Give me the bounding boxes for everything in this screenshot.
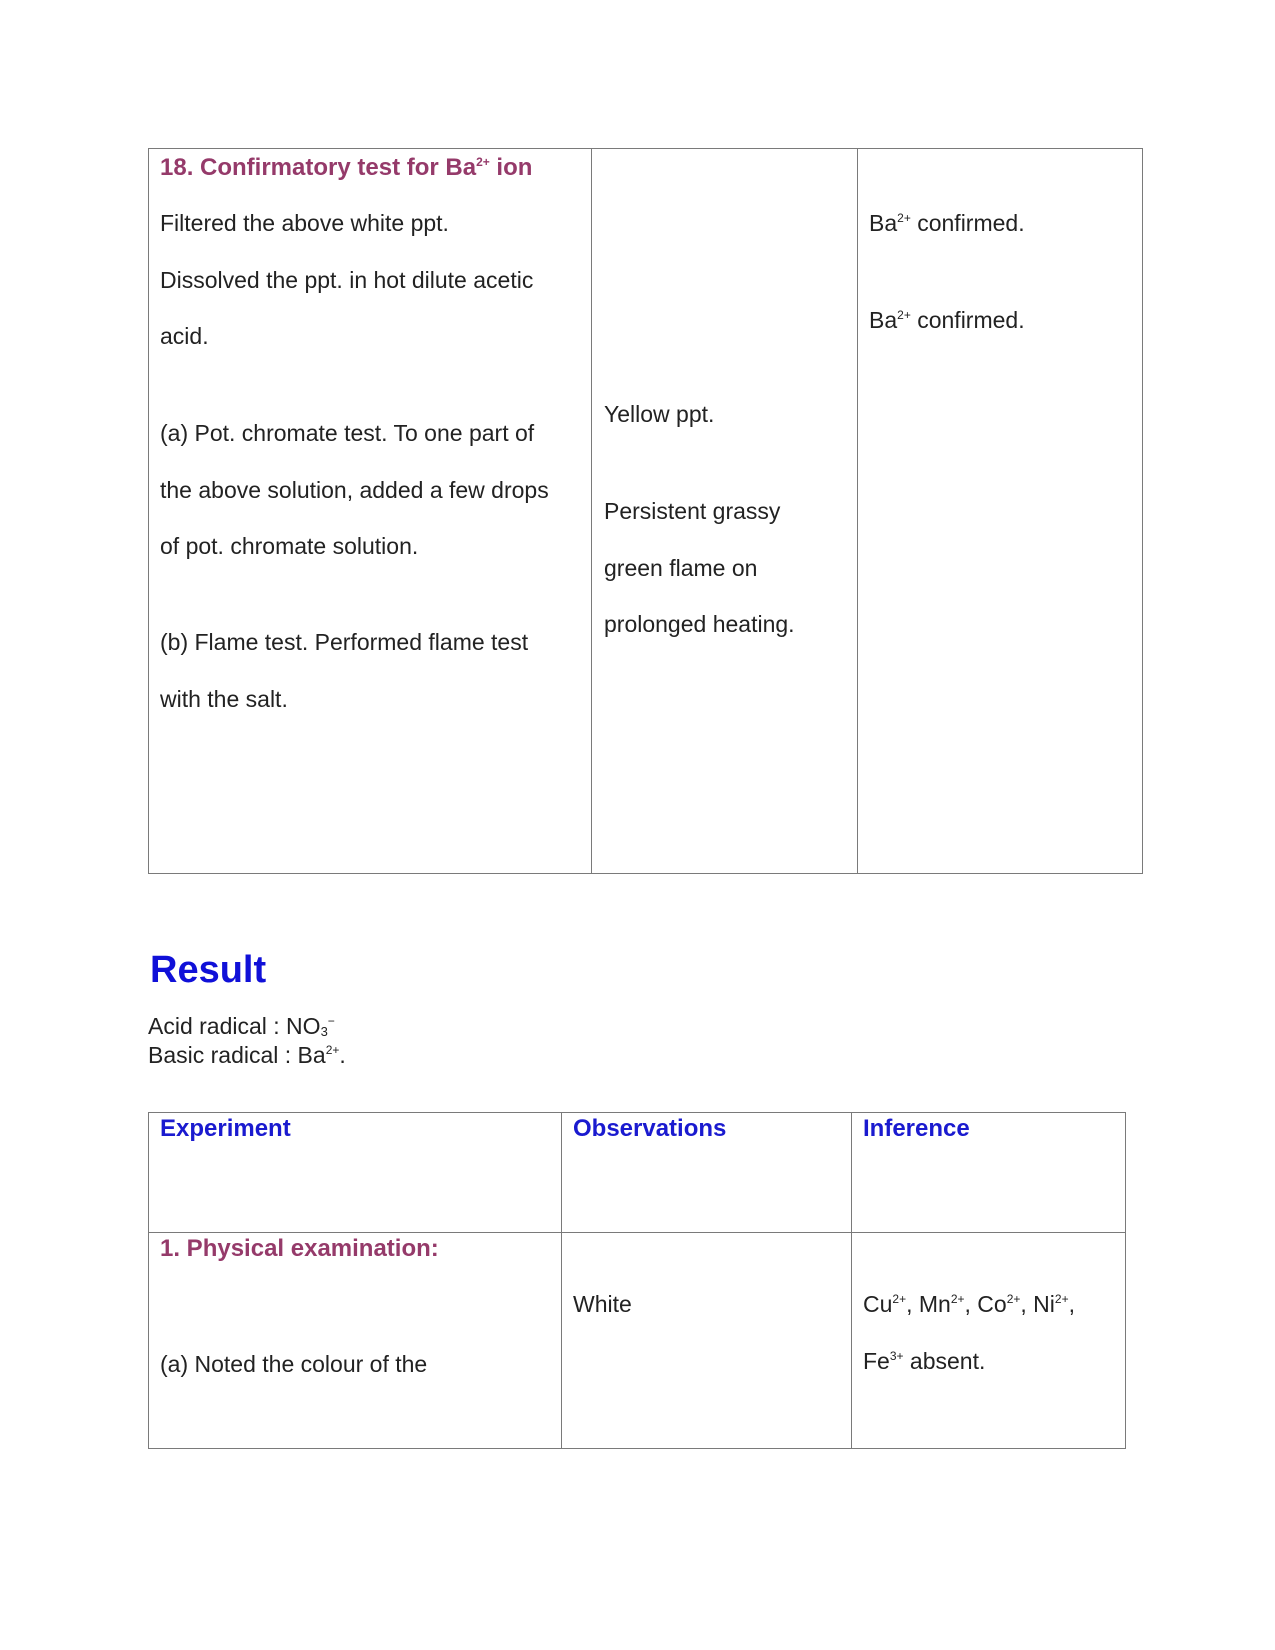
analysis-table [148,1112,1126,1449]
column-divider [591,149,592,873]
observation-line: White [573,1291,632,1317]
header-experiment: Experiment [160,1115,291,1142]
experiment-line: (a) Pot. chromate test. To one part of [160,420,535,446]
basic-radical: Basic radical : $Ba^{2+}$. [148,1042,346,1068]
experiment-line: (a) Noted the colour of the [160,1351,428,1377]
inference-line: $Cu^{2+}$, $Mn^{2+}$, $Co^{2+}$, $Ni^{2+}$, [863,1291,1075,1317]
acid-radical: Acid radical : $NO_3^-$ [148,1013,335,1039]
column-divider [851,1113,852,1448]
inference-line: $Ba^{2+}$ confirmed. [869,307,1025,333]
observation-line: Persistent grassy [604,498,781,524]
experiment-line: Dissolved the ppt. in hot dilute acetic [160,267,534,293]
column-divider [857,149,858,873]
header-inference: Inference [863,1115,970,1142]
physical-examination-heading: 1. Physical examination: [160,1235,439,1262]
experiment-line: acid. [160,323,209,349]
header-observations: Observations [573,1115,727,1142]
experiment-line: with the salt. [160,686,288,712]
inference-line: $Fe^{3+}$ absent. [863,1348,986,1374]
confirmatory-test-table [148,148,1143,874]
observation-line: green flame on [604,555,758,581]
experiment-line: Filtered the above white ppt. [160,210,449,236]
experiment-line: of pot. chromate solution. [160,533,419,559]
test-heading: 18. Confirmatory test for $Ba^{2+}$ ion [160,154,533,181]
inference-line: $Ba^{2+}$ confirmed. [869,210,1025,236]
row-divider [149,1232,1125,1233]
column-divider [561,1113,562,1448]
observation-line: prolonged heating. [604,611,795,637]
experiment-line: (b) Flame test. Performed flame test [160,629,529,655]
observation-line: Yellow ppt. [604,401,715,427]
result-heading: Result [150,949,267,991]
experiment-line: the above solution, added a few drops [160,477,549,503]
